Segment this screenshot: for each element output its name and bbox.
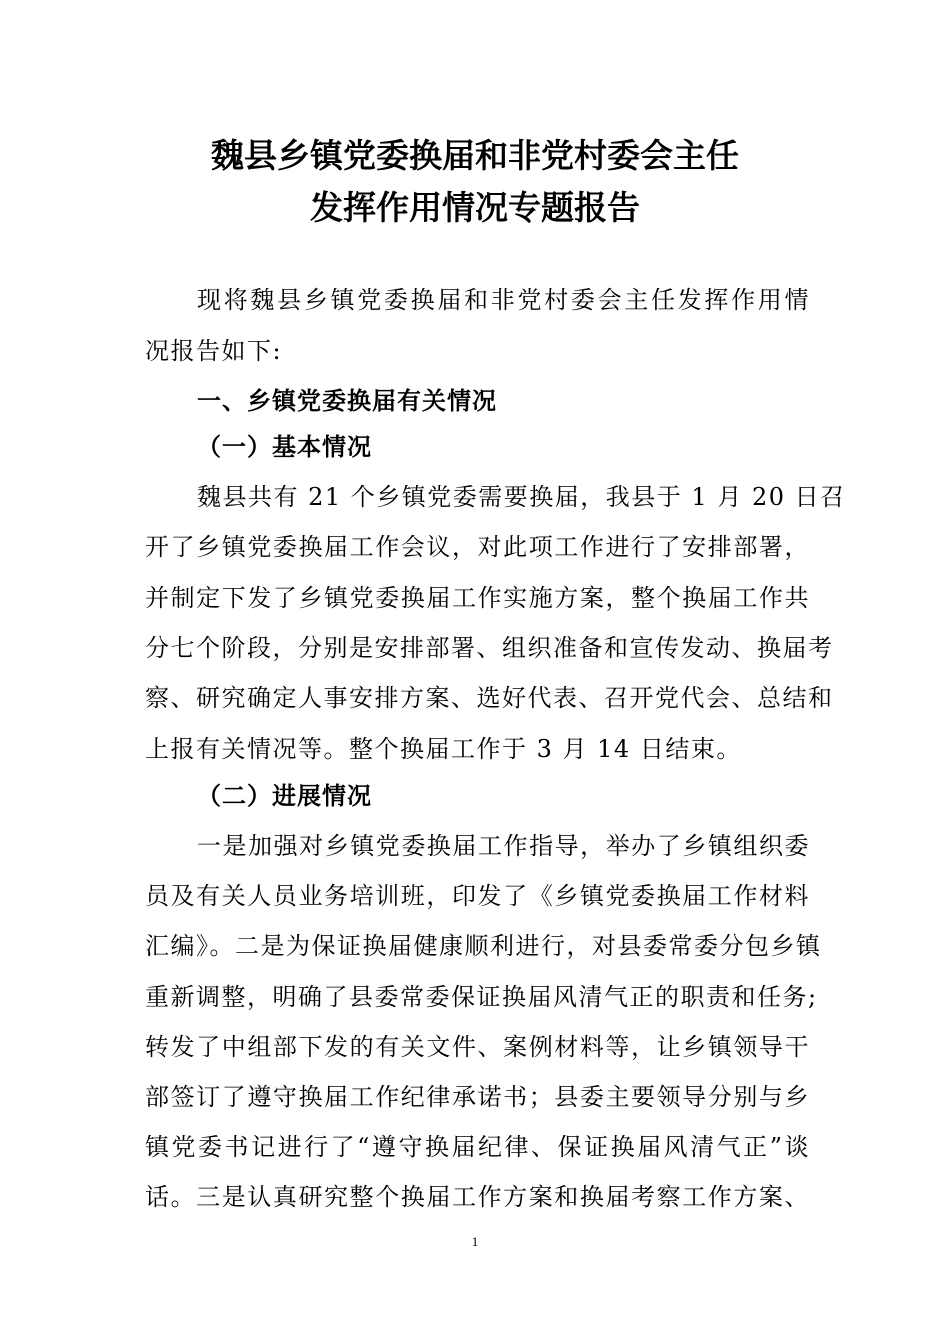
subsection-2-heading: （二）进展情况 — [197, 782, 372, 810]
paragraph-line: 重新调整，明确了县委常委保证换届风清气正的职责和任务; — [145, 983, 818, 1011]
paragraph-line: 转发了中组部下发的有关文件、案例材料等，让乡镇领导干 — [145, 1033, 810, 1061]
paragraph-line: 上报有关情况等。整个换届工作于 3 月 14 日结束。 — [145, 735, 742, 763]
paragraph-line: 魏县共有 21 个乡镇党委需要换届，我县于 1 月 20 日召 — [197, 483, 846, 511]
intro-line-2: 况报告如下: — [145, 337, 283, 365]
paragraph-line: 开了乡镇党委换届工作会议，对此项工作进行了安排部署， — [145, 533, 810, 561]
intro-line-1: 现将魏县乡镇党委换届和非党村委会主任发挥作用情 — [197, 286, 810, 314]
paragraph-line: 察、研究确定人事安排方案、选好代表、召开党代会、总结和 — [145, 684, 834, 712]
paragraph-line: 员及有关人员业务培训班，印发了《乡镇党委换届工作材料 — [145, 882, 810, 910]
document-title-line-2: 发挥作用情况专题报告 — [310, 188, 640, 227]
paragraph-line: 分七个阶段，分别是安排部署、组织准备和宣传发动、换届考 — [145, 634, 834, 662]
document-title-line-1: 魏县乡镇党委换届和非党村委会主任 — [211, 136, 739, 175]
paragraph-line: 部签订了遵守换届工作纪律承诺书；县委主要领导分别与乡 — [145, 1083, 810, 1111]
page-number: 1 — [471, 1234, 479, 1249]
paragraph-line: 一是加强对乡镇党委换届工作指导，举办了乡镇组织委 — [197, 832, 810, 860]
subsection-1-heading: （一）基本情况 — [197, 433, 372, 461]
paragraph-line: 并制定下发了乡镇党委换届工作实施方案，整个换届工作共 — [145, 584, 810, 612]
paragraph-line: 话。三是认真研究整个换届工作方案和换届考察工作方案、 — [145, 1183, 810, 1211]
paragraph-line: 汇编》。二是为保证换届健康顺利进行，对县委常委分包乡镇 — [145, 932, 822, 960]
paragraph-line: 镇党委书记进行了“遵守换届纪律、保证换届风清气正”谈 — [145, 1133, 810, 1161]
section-1-heading: 一、乡镇党委换届有关情况 — [197, 387, 497, 415]
